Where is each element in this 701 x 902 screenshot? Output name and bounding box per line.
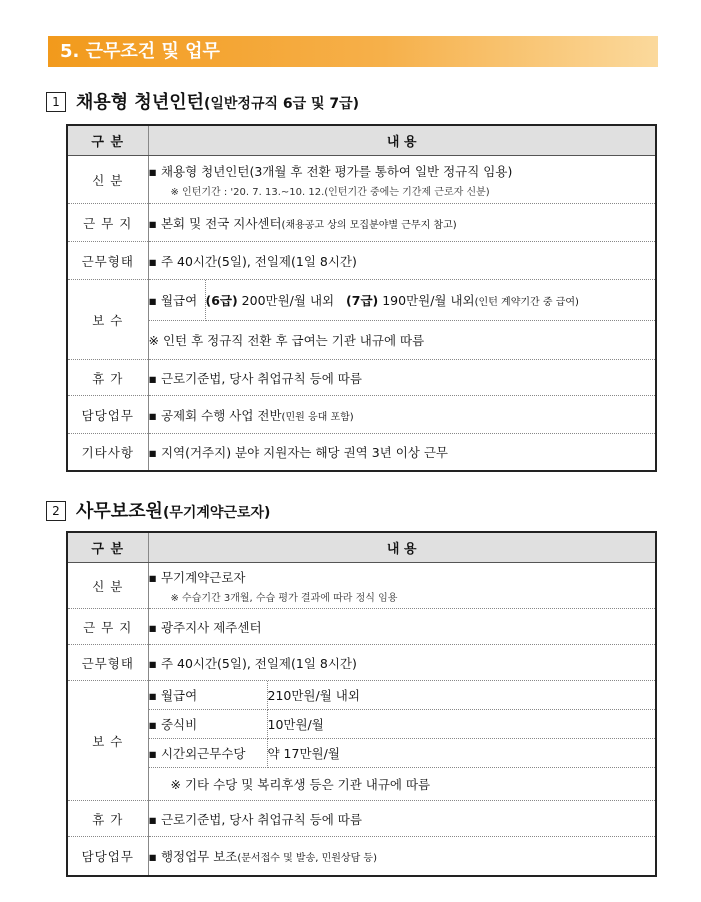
section2-title: 사무보조원: [76, 501, 163, 522]
pay-item-value: 10만원/월: [267, 710, 655, 739]
section1-number: 1: [46, 92, 66, 112]
assistant-conditions-table: [68, 533, 655, 875]
section1-heading: [46, 88, 359, 114]
duty-text: ▪ 행정업무 보조: [148, 848, 238, 864]
grade7-pay: 190만원/월 내외: [378, 293, 475, 308]
pay-item-name: ▪ 시간외근무수당: [149, 739, 268, 768]
pay-item-value: 210만원/월 내외: [267, 681, 655, 710]
grade7-label: (7급): [346, 293, 379, 308]
pay-note: ※ 기타 수당 및 복리후생 등은 기관 내규에 따름: [170, 777, 431, 792]
duty-small: (민원 응대 포함): [281, 411, 354, 423]
table-row: [68, 204, 655, 242]
row-content: [148, 280, 655, 360]
grade6-pay: 200만원/월 내외: [237, 293, 335, 308]
row-label: 휴 가: [68, 360, 148, 396]
pay-subtable: [149, 280, 656, 359]
row-label: 근 무 지: [68, 609, 148, 645]
table-row: [68, 563, 655, 609]
section2-heading: [46, 497, 270, 523]
table-row: [68, 681, 655, 801]
pay-item: ▪ 월급여: [149, 280, 206, 321]
table-row: [68, 837, 655, 875]
pay-item-value: 약 17만원/월: [267, 739, 655, 768]
row-label: 담당업무: [68, 837, 148, 875]
header-content: 내 용: [148, 126, 655, 156]
table-row: [68, 280, 655, 360]
row-label: 보 수: [68, 280, 148, 360]
row-content: [148, 156, 655, 204]
pay-small: (인턴 계약기간 중 급여): [474, 297, 579, 308]
row-content: ▪ 지역(거주지) 분야 지원자는 해당 권역 3년 이상 근무: [148, 444, 448, 460]
section1-title: 채용형 청년인턴: [76, 92, 204, 113]
section-banner: 5. 근무조건 및 업무: [48, 36, 658, 67]
row-label: 담당업무: [68, 396, 148, 434]
table-row: [68, 156, 655, 204]
row-label: 휴 가: [68, 801, 148, 837]
pay-note: ※ 인턴 후 정규직 전환 후 급여는 기관 내규에 따름: [148, 333, 425, 348]
row-label: 근무형태: [68, 645, 148, 681]
header-category: 구 분: [68, 533, 148, 563]
place-small: (채용공고 상의 모집분야별 근무지 참고): [281, 219, 457, 231]
section1-title-sub: (일반정규직 6급 및 7급): [203, 96, 360, 112]
status-text: ▪ 채용형 청년인턴(3개월 후 전환 평가를 통하여 일반 정규직 임용): [148, 163, 513, 179]
row-label: 신 분: [68, 156, 148, 204]
row-content: [148, 837, 655, 875]
pay-item-name: ▪ 중식비: [149, 710, 268, 739]
status-note: ※ 인턴기간 : '20. 7. 13.~10. 12.(인턴기간 중에는 기간제 근로자 신분): [170, 186, 490, 198]
status-note: ※ 수습기간 3개월, 수습 평가 결과에 따라 정식 임용: [170, 592, 398, 604]
row-content: ▪ 근로기준법, 당사 취업규칙 등에 따름: [148, 801, 655, 837]
duty-small: (문서접수 및 발송, 민원상담 등): [237, 852, 377, 864]
row-content: [148, 396, 655, 434]
row-label: 보 수: [68, 681, 148, 801]
table-row: [68, 242, 655, 280]
table-row: [68, 645, 655, 681]
status-text: ▪ 무기계약근로자: [148, 569, 246, 585]
section2-title-sub: (무기계약근로자): [162, 505, 271, 521]
section2-number: 2: [46, 501, 66, 521]
row-label: 근무형태: [68, 242, 148, 280]
duty-text: ▪ 공제회 수행 사업 전반: [148, 407, 282, 423]
row-label: 기타사항: [68, 434, 148, 470]
row-content: ▪ 주 40시간(5일), 전일제(1일 8시간): [148, 242, 655, 280]
table-row: [68, 801, 655, 837]
header-content: 내 용: [148, 533, 655, 563]
table-row: [68, 360, 655, 396]
table-row: [68, 396, 655, 434]
row-label: 근 무 지: [68, 204, 148, 242]
row-content: ▪ 주 40시간(5일), 전일제(1일 8시간): [148, 645, 655, 681]
row-content: [148, 681, 655, 801]
row-content: [148, 204, 655, 242]
pay-subtable: [149, 681, 656, 800]
row-content: ▪ 근로기준법, 당사 취업규칙 등에 따름: [148, 360, 655, 396]
table-row: [68, 609, 655, 645]
row-content: ▪ 광주지사 제주센터: [148, 609, 655, 645]
pay-value: [205, 280, 655, 321]
row-label: 신 분: [68, 563, 148, 609]
place-text: ▪ 본회 및 전국 지사센터: [148, 215, 282, 231]
table-row: [68, 434, 655, 470]
grade6-label: (6급): [205, 293, 238, 308]
header-category: 구 분: [68, 126, 148, 156]
row-content: [148, 563, 655, 609]
pay-item-name: ▪ 월급여: [149, 681, 268, 710]
intern-conditions-table: [68, 126, 655, 470]
